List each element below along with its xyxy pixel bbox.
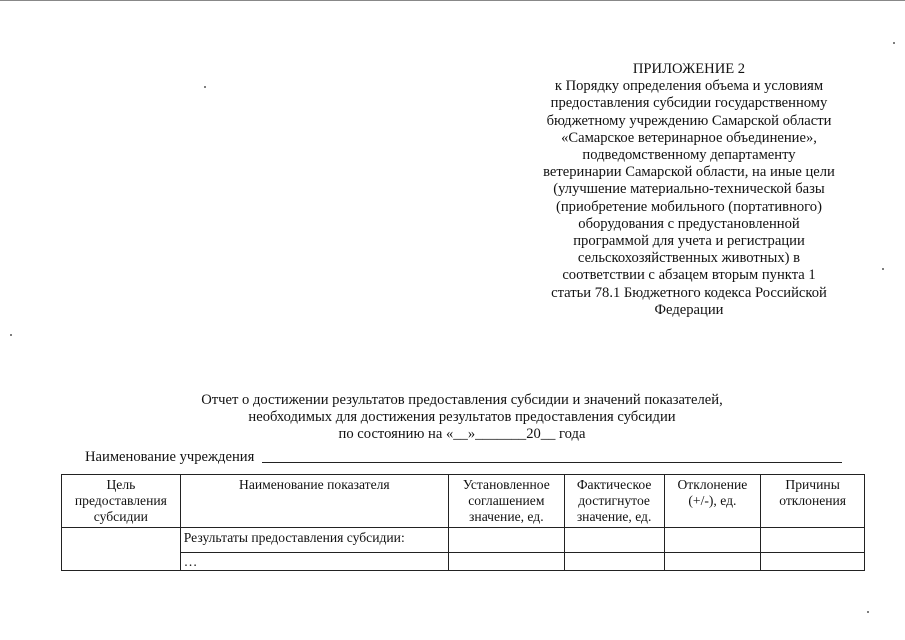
actual-value-cell[interactable] (564, 528, 664, 553)
scan-speck (893, 42, 895, 44)
header-goal: Цель предоставления субсидии (62, 475, 181, 528)
table-row (62, 528, 865, 553)
annex-line: программой для учета и регистрации (573, 233, 805, 250)
report-date-line: по состоянию на «__»_______20__ года (338, 426, 586, 442)
reasons-cell[interactable] (761, 553, 865, 571)
table-header-row (62, 475, 865, 528)
header-deviation: Отклонение (+/-), ед. (664, 475, 761, 528)
deviation-cell[interactable] (664, 528, 761, 553)
institution-label: Наименование учреждения (85, 449, 255, 465)
annex-line: ветеринарии Самарской области, на иные цели (543, 164, 835, 181)
actual-value-cell[interactable] (564, 553, 664, 571)
scan-speck (882, 268, 884, 270)
deviation-cell[interactable] (664, 553, 761, 571)
header-actual-value: Фактическое достигнутое значение, ед. (564, 475, 664, 528)
annex-line: «Самарское ветеринарное объединение», (561, 129, 817, 146)
header-deviation-reasons: Причины отклонения (761, 475, 865, 528)
planned-value-cell[interactable] (448, 528, 564, 553)
scan-speck (204, 86, 206, 88)
report-title (150, 392, 774, 443)
results-label-cell: Результаты предоставления субсидии: (180, 528, 448, 553)
ellipsis-cell: … (180, 553, 448, 571)
reasons-cell[interactable] (761, 528, 865, 553)
annex-line: бюджетному учреждению Самарской области (546, 112, 832, 129)
goal-cell[interactable] (62, 528, 181, 571)
annex-title: ПРИЛОЖЕНИЕ 2 (632, 61, 746, 77)
annex-line: (улучшение материально-технической базы (553, 181, 825, 198)
report-title-line: необходимых для достижения результатов предоставления субсидии (248, 409, 676, 425)
results-table (61, 474, 865, 571)
annex-line: Федерации (654, 301, 724, 318)
annex-line: предоставления субсидии государственному (550, 95, 828, 112)
page-top-border (0, 0, 905, 1)
institution-name-field[interactable] (262, 462, 842, 463)
table-row (62, 553, 865, 571)
annex-line: сельскохозяйственных животных) в (577, 250, 801, 267)
annex-line: (приобретение мобильного (портативного) (556, 198, 822, 215)
annex-line: подведомственному департаменту (582, 147, 796, 164)
annex-block (530, 61, 848, 319)
annex-line: статьи 78.1 Бюджетного кодекса Российской (551, 284, 827, 301)
header-indicator-name: Наименование показателя (180, 475, 448, 528)
scan-speck (10, 334, 12, 336)
annex-line: оборудования с предустановленной (578, 215, 800, 232)
report-title-line: Отчет о достижении результатов предоставления субсидии и значений показателей, (201, 392, 723, 408)
scan-speck (867, 611, 869, 613)
header-planned-value: Установленное соглашением значение, ед. (448, 475, 564, 528)
annex-line: к Порядку определения объема и условиям (554, 78, 824, 95)
planned-value-cell[interactable] (448, 553, 564, 571)
annex-line: соответствии с абзацем вторым пункта 1 (562, 267, 816, 284)
